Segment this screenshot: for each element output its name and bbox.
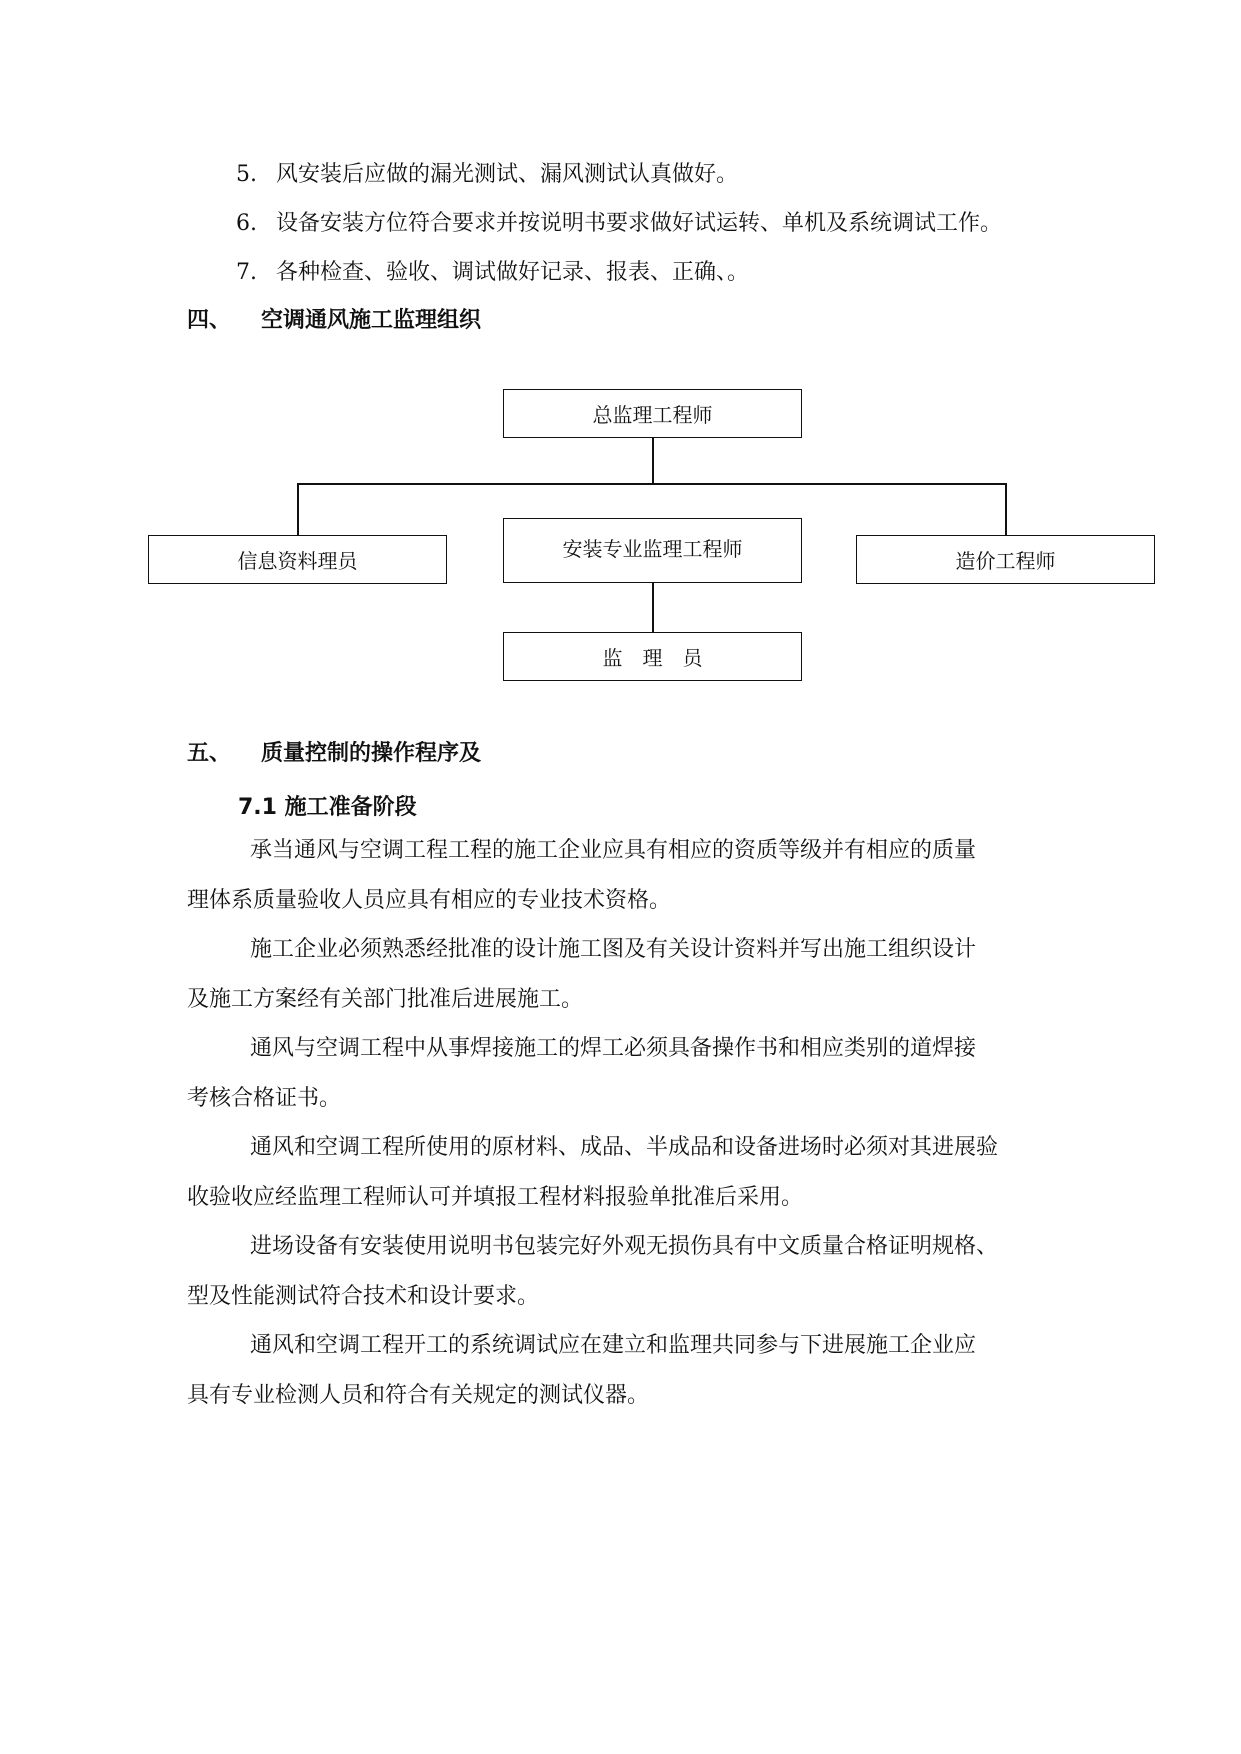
paragraph-line: 进场设备有安装使用说明书包装完好外观无损伤具有中文质量合格证明规格、: [250, 1234, 999, 1259]
paragraph: [187, 1123, 1097, 1223]
org-box-cost-engineer: [856, 535, 1155, 584]
connector-chief-down: [652, 438, 654, 483]
section-number: 五、: [187, 741, 232, 766]
org-box-label: 监 理 员: [602, 646, 703, 670]
paragraph-line: 承当通风与空调工程工程的施工企业应具有相应的资质等级并有相应的质量: [250, 838, 977, 863]
list-item-6: [236, 209, 1002, 239]
connector-right-down: [1005, 483, 1007, 535]
org-box-label: 信息资料理员: [237, 549, 358, 573]
paragraph: [187, 826, 1097, 926]
org-box-label: 总监理工程师: [592, 403, 713, 427]
paragraph-line: 通风与空调工程中从事焊接施工的焊工必须具备操作书和相应类别的道焊接: [250, 1036, 977, 1061]
org-box-install-engineer: [503, 518, 802, 583]
paragraph-line: 及施工方案经有关部门批准后进展施工。: [187, 987, 584, 1012]
org-box-info-clerk: [148, 535, 447, 584]
org-box-chief-engineer: [503, 389, 802, 438]
paragraph: [187, 1222, 1097, 1322]
section-title: 空调通风施工监理组织: [261, 308, 482, 333]
section-number: 四、: [187, 308, 232, 333]
list-item-number: 6.: [236, 211, 257, 236]
org-box-supervisor: [503, 632, 802, 681]
connector-horizontal: [297, 483, 1006, 485]
list-item-number: 7.: [236, 260, 257, 285]
paragraph-line: 施工企业必须熟悉经批准的设计施工图及有关设计资料并写出施工组织设计: [250, 937, 977, 962]
list-item-text: 设备安装方位符合要求并按说明书要求做好试运转、单机及系统调试工作。: [276, 211, 1003, 236]
paragraph: [187, 1024, 1097, 1124]
list-item-text: 各种检查、验收、调试做好记录、报表、正确、。: [276, 260, 750, 285]
paragraph-line: 考核合格证书。: [187, 1086, 342, 1111]
section-heading-4: [187, 306, 481, 336]
section-title: 质量控制的操作程序及: [261, 741, 482, 766]
paragraph-line: 具有专业检测人员和符合有关规定的测试仪器。: [187, 1383, 650, 1408]
paragraph: [187, 925, 1097, 1025]
org-box-label: 安装专业监理工程师: [562, 537, 743, 561]
paragraph-line: 收验收应经监理工程师认可并填报工程材料报验单批准后采用。: [187, 1185, 804, 1210]
paragraph-line: 通风和空调工程所使用的原材料、成品、半成品和设备进场时必须对其进展验: [250, 1135, 999, 1160]
list-item-number: 5.: [236, 162, 257, 187]
paragraph-line: 理体系质量验收人员应具有相应的专业技术资格。: [187, 888, 672, 913]
list-item-7: [236, 258, 749, 288]
paragraph-line: 型及性能测试符合技术和设计要求。: [187, 1284, 540, 1309]
subsection-heading: 7.1 施工准备阶段: [238, 795, 417, 820]
connector-left-down: [297, 483, 299, 535]
list-item-text: 风安装后应做的漏光测试、漏风测试认真做好。: [276, 162, 739, 187]
list-item-5: [236, 160, 738, 190]
connector-install-down: [652, 582, 654, 632]
paragraph: [187, 1321, 1097, 1421]
section-heading-5: [187, 739, 481, 769]
paragraph-line: 通风和空调工程开工的系统调试应在建立和监理共同参与下进展施工企业应: [250, 1333, 977, 1358]
org-box-label: 造价工程师: [955, 549, 1056, 573]
